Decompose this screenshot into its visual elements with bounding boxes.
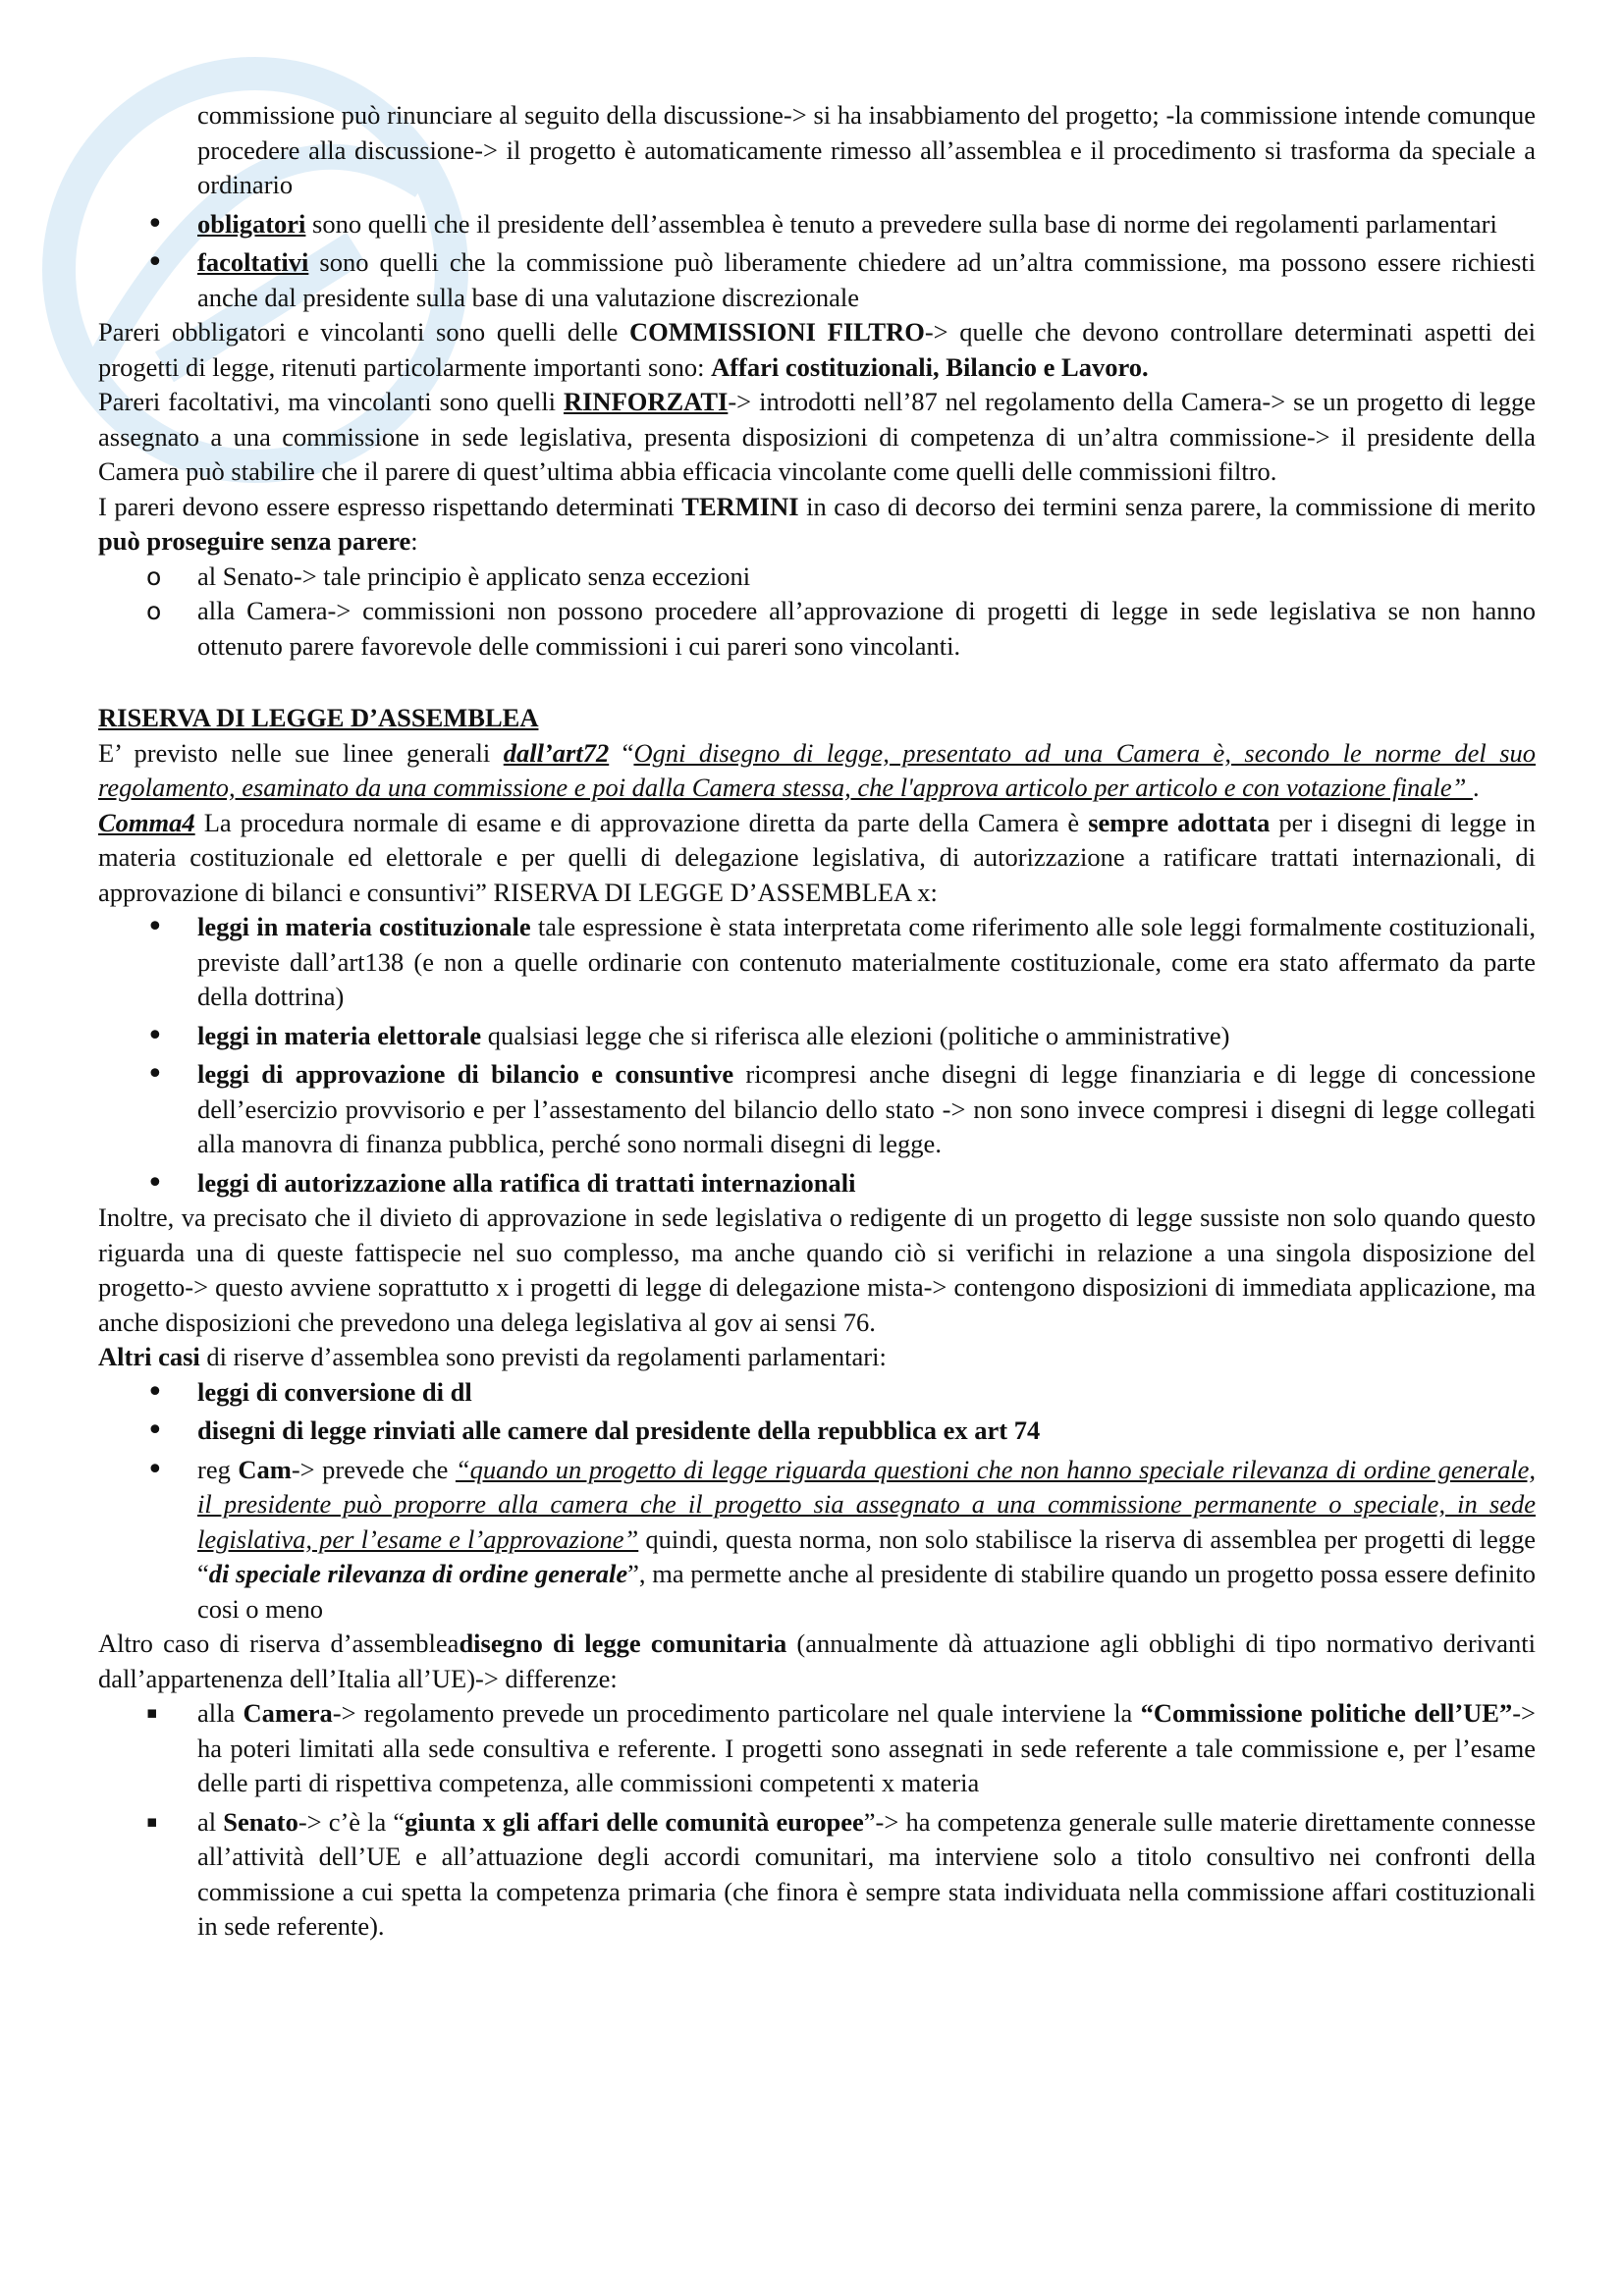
bullet-dot-icon: • [146, 206, 164, 241]
paragraph-inoltre: Inoltre, va precisato che il divieto di approvazione in sede legislativa o redigente di un progetto di legge sussiste non solo quando questo riguarda una di queste fattispecie nel suo complesso, ma anche quando ciò si verifichi in relazione a una singola disposizione del progetto-> questo avviene soprattutto x i progetti di legge di delegazione mista-> contengono disposizioni di immediata applicazione, ma anche disposizioni che prevedono una delega legislativa al gov ai sensi 76. [98, 1202, 1536, 1337]
paragraph-comma4: Comma4 La procedura normale di esame e di approvazione diretta da parte della Camera è sempre adottata per i disegni di legge in materia costituzionale ed elettorale e per quelli di delegazione legislativa, di autorizzazione a ratificare trattati internazionali, di approvazione di bilanci e consuntivi” RISERVA DI LEGGE D’ASSEMBLEA x: [98, 807, 1536, 907]
list-item-elettorale: • leggi in materia elettorale qualsiasi legge che si riferisca alle elezioni (politiche o amministrative) [146, 1018, 1230, 1053]
list-item-trattati: • leggi di autorizzazione alla ratifica di trattati internazionali [146, 1165, 856, 1201]
list-item-bilancio: • leggi di approvazione di bilancio e consuntive ricompresi anche disegni di legge finanziaria e di legge di concessione dell’esercizio provvisorio e per l’assestamento del bilancio dello stato -> non sono invece compresi i disegni di legge collegati alla manovra di finanza pubblica, perché sono normali disegni di legge. [146, 1057, 1536, 1158]
bullet-dot-icon: • [146, 1374, 164, 1410]
list-item-rinviati: • disegni di legge rinviati alle camere dal presidente della repubblica ex art 74 [146, 1414, 1041, 1448]
paragraph-art72: E’ previsto nelle sue linee generali dall’art72 “Ogni disegno di legge, presentato ad una Camera è, secondo le norme del suo regolamento, esaminato da una commissione e poi dalla Camera stessa, che l'approva articolo per articolo e con votazione finale” . [98, 737, 1537, 802]
section-heading: RISERVA DI LEGGE D’ASSEMBLEA [98, 703, 539, 732]
list-item-facoltativi: • facoltativi sono quelli che la commissione può liberamente chiedere ad un’altra commissione, ma possono essere richiesti anche dal presidente sulla base di una valutazione discrezionale [146, 245, 1536, 312]
list-item-conversione: • leggi di conversione di dl [146, 1374, 472, 1410]
list-item-costituzionale: • leggi in materia costituzionale tale espressione è stata interpretata come riferimento alle sole leggi formalmente costituzionali, previste dall’art138 (e non a quelle ordinarie con contenuto materialmente costituzionale, come era stato affermato da parte della dottrina) [146, 910, 1536, 1011]
bullet-dot-icon: • [146, 1452, 164, 1487]
paragraph-pareri-obbligatori: Pareri obbligatori e vincolanti sono quelli delle COMMISSIONI FILTRO-> quelle che devono controllare determinati aspetti dei progetti di legge, ritenuti particolarmente importanti sono: Affari costituzionali, Bilancio e Lavoro. [98, 317, 1536, 382]
paragraph-altri-casi: Altri casi di riserve d’assemblea sono previsti da regolamenti parlamentari: [98, 1342, 887, 1371]
list-item-alla-camera: ▪ alla Camera-> regolamento prevede un procedimento particolare nel quale interviene la “Commissione politiche dell’UE”-> ha poteri limitati alla sede consultiva e referente. I progetti sono assegnati in sede referente a tale commissione e, per l’esame delle parti di rispettiva competenza, alle commissioni competenti x materia [146, 1698, 1536, 1797]
list-item-senato: o al Senato-> tale principio è applicato senza eccezioni [98, 560, 1536, 595]
list-item-obbligatori: • obligatori sono quelli che il presidente dell’assemblea è tenuto a prevedere sulla base di norme dei regolamenti parlamentari [146, 206, 1497, 241]
document-page [98, 98, 1536, 1945]
paragraph-termini: I pareri devono essere espresso rispettando determinati TERMINI in caso di decorso dei termini senza parere, la commissione di merito può proseguire senza parere: [98, 491, 1536, 556]
bullet-square-icon: ▪ [146, 1811, 158, 1832]
list-item-continuation: commissione può rinunciare al seguito della discussione-> si ha insabbiamento del progetto; -la commissione intende comunque procedere alla discussione-> il progetto è automaticamente rimesso all’assemblea e il procedimento si trasforma da speciale a ordinario [197, 100, 1536, 199]
paragraph-altro-caso: Altro caso di riserva d’assembleadisegno di legge comunitaria (annualmente dà attuazione agli obblighi di tipo normativo derivanti dall’appartenenza dell’Italia all’UE)-> differenze: [98, 1629, 1536, 1693]
list-item-reg-cam: • reg Cam-> prevede che “quando un progetto di legge riguarda questioni che non hanno speciale rilevanza di ordine generale, il presidente può proporre alla camera che il progetto sia assegnato a una commissione permanente o speciale, in sede legislativa, per l’esame e l’approvazione” quindi, questa norma, non solo stabilisce la riserva di assemblea per progetti di legge “di speciale rilevanza di ordine generale”, ma permette anche al presidente di stabilire quando un progetto possa essere definito cosi o meno [146, 1452, 1537, 1624]
list-item-camera: o alla Camera-> commissioni non possono procedere all’approvazione di progetti di legge in sede legislativa se non hanno ottenuto parere favorevole delle commissioni i cui pareri sono vincolanti. [146, 596, 1536, 661]
bullet-dot-icon: • [146, 1018, 164, 1053]
bullet-circle-icon: o [146, 561, 162, 591]
bullet-dot-icon: • [146, 1057, 164, 1092]
bullet-square-icon: ▪ [146, 1703, 158, 1723]
paragraph-pareri-rinforzati: Pareri facoltativi, ma vincolanti sono quelli RINFORZATI-> introdotti nell’87 nel regolamento della Camera-> se un progetto di legge assegnato a una commissione in sede legislativa, presenta disposizioni di competenza di un’altra commissione-> il presidente della Camera può stabilire che il parere di quest’ultima abbia efficacia vincolante come quelli delle commissioni filtro. [98, 387, 1536, 486]
bullet-dot-icon: • [146, 245, 164, 280]
bullet-dot-icon: • [146, 1165, 164, 1201]
list-item-al-senato: ▪ al Senato-> c’è la “giunta x gli affari delle comunità europee”-> ha competenza generale sulle materie direttamente connesse all’attività dell’UE e all’attuazione degli accordi comunitari, ma interviene solo a titolo consultivo nei confronti della commissione a cui spetta la competenza primaria (che finora è sempre stata individuata nella commissione affari costituzionali in sede referente). [146, 1806, 1536, 1941]
bullet-dot-icon: • [146, 1414, 164, 1448]
bullet-dot-icon: • [146, 910, 164, 944]
bullet-circle-icon: o [146, 597, 162, 625]
